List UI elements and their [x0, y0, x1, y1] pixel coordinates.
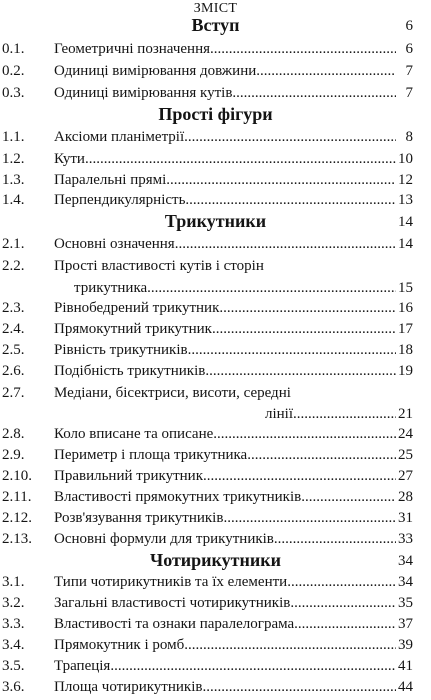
entry-page: 28: [398, 489, 413, 505]
entry-page: 14: [398, 236, 413, 252]
entry-page: 8: [405, 129, 413, 145]
entry-number: 3.2.: [2, 595, 25, 611]
toc-entry[interactable]: [0, 424, 431, 444]
entry-page: 37: [398, 616, 413, 632]
entry-number: 2.13.: [2, 531, 32, 547]
toc-entry[interactable]: [0, 656, 431, 676]
toc-entry[interactable]: [0, 445, 431, 465]
entry-title: Розв'язування трикутників .....: [54, 508, 396, 528]
entry-page: 31: [398, 510, 413, 526]
entry-page: 27: [398, 468, 413, 484]
entry-title: Медіани, бісектриси, висоти, середні: [54, 385, 291, 401]
entry-page: 18: [398, 342, 413, 358]
entry-page: 10: [398, 151, 413, 167]
section-title: Прості фігури: [158, 104, 273, 124]
entry-title: Загальні властивості чотирикутників .....: [54, 593, 396, 613]
entry-page: 33: [398, 531, 413, 547]
toc-entry[interactable]: [0, 635, 431, 655]
toc-entry[interactable]: [0, 340, 431, 360]
entry-number: 3.5.: [2, 658, 25, 674]
entry-number: 2.9.: [2, 447, 25, 463]
entry-page: 16: [398, 300, 413, 316]
entry-page: 41: [398, 658, 413, 674]
entry-title: Подібність трикутників .....: [54, 361, 396, 381]
entry-page: 19: [398, 363, 413, 379]
entry-number: 2.1.: [2, 236, 25, 252]
entry-title: Властивості та ознаки паралелограма .....: [54, 614, 396, 634]
entry-number: 2.2.: [2, 258, 25, 274]
section-title: Трикутники: [164, 211, 267, 231]
section-title: Чотирикутники: [149, 550, 281, 570]
entry-title: Основні формули для трикутників .....: [54, 529, 396, 549]
entry-title: Паралельні прямі .....: [54, 170, 396, 190]
entry-number: 0.3.: [2, 85, 25, 101]
toc-title: ЗМІСТ: [193, 1, 238, 16]
entry-title: Кути .....: [54, 149, 396, 169]
entry-number: 2.3.: [2, 300, 25, 316]
entry-number: 3.3.: [2, 616, 25, 632]
entry-number: 1.1.: [2, 129, 25, 145]
entry-page: 44: [398, 679, 413, 695]
entry-number: 0.2.: [2, 63, 25, 79]
toc-entry[interactable]: [0, 677, 431, 697]
entry-title-continuation: лінії .....: [265, 404, 396, 424]
toc-entry[interactable]: [0, 127, 431, 147]
section-title: Вступ: [191, 15, 240, 35]
entry-number: 1.2.: [2, 151, 25, 167]
entry-number: 2.12.: [2, 510, 32, 526]
section-page: 6: [405, 18, 413, 34]
section-page: 14: [398, 214, 413, 230]
entry-title: Типи чотирикутників та їх елементи .....: [54, 572, 396, 592]
entry-number: 2.6.: [2, 363, 25, 379]
entry-title: Коло вписане та описане .....: [54, 424, 396, 444]
entry-title: Основні означення .....: [54, 234, 396, 254]
entry-title: Площа чотирикутників .....: [54, 677, 396, 697]
toc-entry[interactable]: [0, 83, 431, 103]
entry-title: Властивості прямокутних трикутників .....: [54, 487, 396, 507]
entry-number: 1.3.: [2, 172, 25, 188]
entry-page: 13: [398, 192, 413, 208]
entry-title: Аксіоми планіметрії .....: [54, 127, 396, 147]
entry-number: 2.11.: [2, 489, 32, 505]
toc-entry[interactable]: [0, 383, 431, 403]
section-heading-intro: [0, 15, 431, 35]
toc-entry[interactable]: [0, 234, 431, 254]
entry-number: 2.7.: [2, 385, 25, 401]
entry-title-continuation: трикутника .....: [74, 278, 396, 298]
toc-entry[interactable]: [0, 149, 431, 169]
section-page: 34: [398, 553, 413, 569]
entry-title: Рівнобедрений трикутник .....: [54, 298, 396, 318]
toc-entry[interactable]: [0, 298, 431, 318]
entry-title: Прямокутний трикутник .....: [54, 319, 396, 339]
entry-page: 21: [398, 406, 413, 422]
toc-entry[interactable]: [0, 593, 431, 613]
entry-page: 39: [398, 637, 413, 653]
entry-page: 17: [398, 321, 413, 337]
section-heading-triangles: [0, 211, 431, 231]
entry-page: 6: [405, 41, 413, 57]
entry-number: 2.5.: [2, 342, 25, 358]
entry-title: Рівність трикутників .....: [54, 340, 396, 360]
toc-entry-continuation[interactable]: [0, 278, 431, 298]
entry-title: Прості властивості кутів і сторін: [54, 258, 264, 274]
entry-title: Одиниці вимірювання кутів .....: [54, 83, 396, 103]
toc-entry[interactable]: [0, 61, 431, 81]
entry-number: 2.4.: [2, 321, 25, 337]
toc-entry[interactable]: [0, 614, 431, 634]
toc-entry[interactable]: [0, 508, 431, 528]
entry-title: Геометричні позначення .....: [54, 39, 396, 59]
entry-page: 15: [398, 280, 413, 296]
entry-title: Правильний трикутник .....: [54, 466, 396, 486]
entry-number: 1.4.: [2, 192, 25, 208]
toc-entry[interactable]: [0, 256, 431, 276]
toc-entry[interactable]: [0, 466, 431, 486]
toc-entry[interactable]: [0, 572, 431, 592]
entry-number: 2.10.: [2, 468, 32, 484]
toc-entry[interactable]: [0, 361, 431, 381]
entry-number: 3.4.: [2, 637, 25, 653]
toc-entry[interactable]: [0, 487, 431, 507]
entry-page: 7: [405, 63, 413, 79]
toc-entry[interactable]: [0, 170, 431, 190]
entry-page: 7: [405, 85, 413, 101]
toc-entry[interactable]: [0, 39, 431, 59]
entry-title: Перпендикулярність .....: [54, 190, 396, 210]
toc-entry[interactable]: [0, 529, 431, 549]
entry-number: 3.6.: [2, 679, 25, 695]
entry-number: 0.1.: [2, 41, 25, 57]
entry-title: Прямокутник і ромб .....: [54, 635, 396, 655]
entry-page: 12: [398, 172, 413, 188]
section-heading-quadrilaterals: [0, 550, 431, 570]
entry-title: Трапеція .....: [54, 656, 396, 676]
toc-entry-continuation[interactable]: [0, 404, 431, 424]
entry-number: 3.1.: [2, 574, 25, 590]
section-heading-simple-figures: [0, 104, 431, 124]
toc-entry[interactable]: [0, 319, 431, 339]
entry-page: 35: [398, 595, 413, 611]
entry-page: 24: [398, 426, 413, 442]
entry-title: Периметр і площа трикутника .....: [54, 445, 396, 465]
entry-page: 25: [398, 447, 413, 463]
entry-page: 34: [398, 574, 413, 590]
toc-entry[interactable]: [0, 190, 431, 210]
entry-title: Одиниці вимірювання довжини .....: [54, 61, 396, 81]
entry-number: 2.8.: [2, 426, 25, 442]
